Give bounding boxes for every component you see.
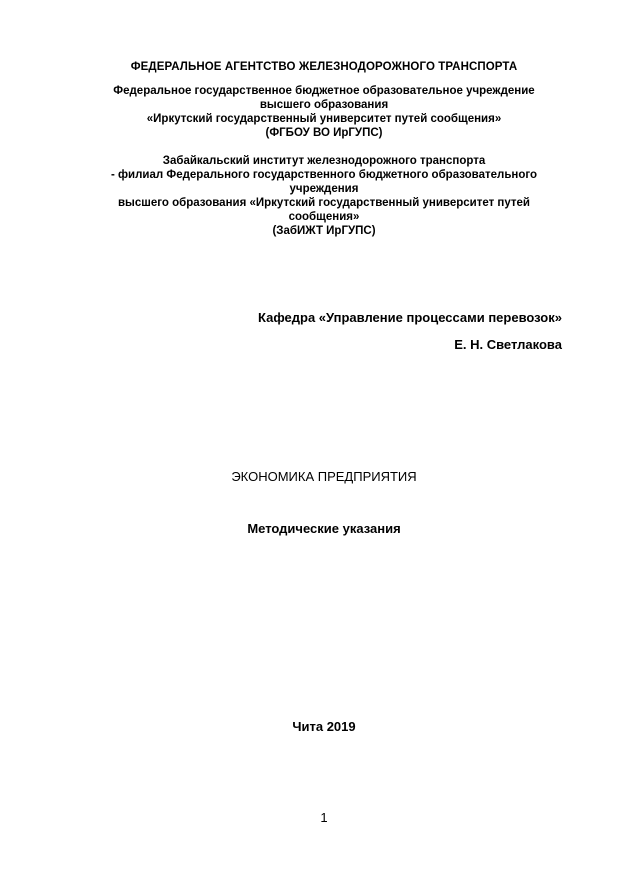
page-number: 1 xyxy=(320,810,328,825)
city-year: Чита 2019 xyxy=(292,719,356,734)
institute-line: - филиал Федерального государственного бюджетного образовательного xyxy=(110,169,538,181)
institute-line: Забайкальский институт железнодорожного транспорта xyxy=(162,155,486,167)
university-line: высшего образования xyxy=(259,99,389,111)
institute-line: учреждения xyxy=(289,183,359,195)
institute-line: сообщения» xyxy=(288,211,360,223)
university-block xyxy=(14,84,620,140)
department-name: Кафедра «Управление процессами перевозок» xyxy=(258,310,562,325)
institute-line: высшего образования «Иркутский государственный университет путей xyxy=(117,197,530,209)
university-line: Федеральное государственное бюджетное образовательное учреждение xyxy=(113,85,535,97)
author-name: Е. Н. Светлакова xyxy=(454,337,562,352)
document-subtitle: Методические указания xyxy=(247,521,401,536)
university-line: (ФГБОУ ВО ИрГУПС) xyxy=(265,127,383,139)
agency-heading: ФЕДЕРАЛЬНОЕ АГЕНТСТВО ЖЕЛЕЗНОДОРОЖНОГО ТРАНСПОРТА xyxy=(130,61,518,73)
institute-line: (ЗабИЖТ ИрГУПС) xyxy=(272,225,376,237)
document-title: ЭКОНОМИКА ПРЕДПРИЯТИЯ xyxy=(231,469,417,484)
university-line: «Иркутский государственный университет путей сообщения» xyxy=(146,113,502,125)
institute-block xyxy=(14,154,620,238)
